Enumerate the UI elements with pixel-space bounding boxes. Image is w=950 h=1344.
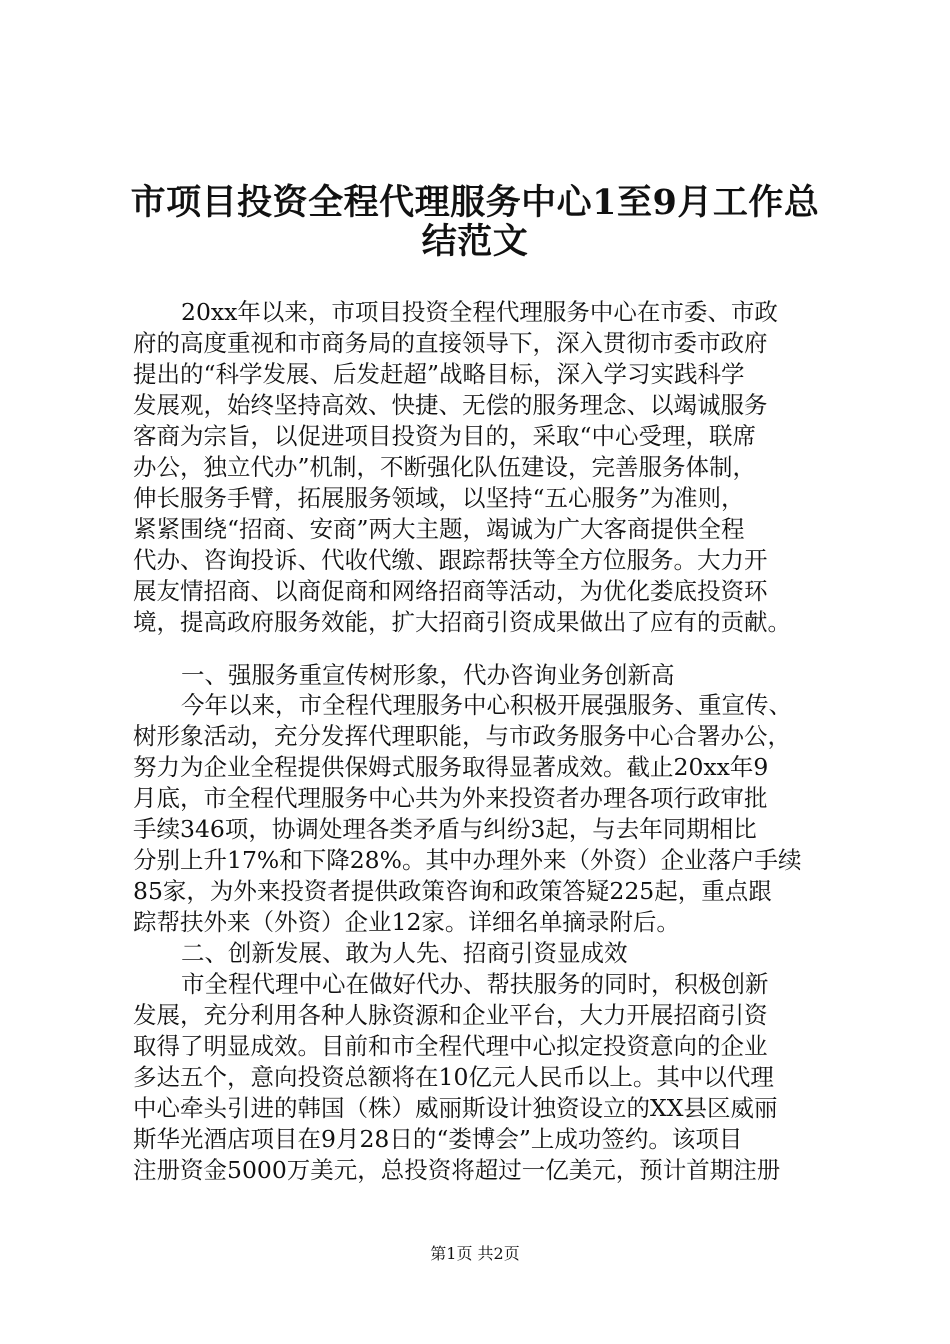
text-line: 发展观，始终坚持高效、快捷、无偿的服务理念、以竭诚服务 — [133, 391, 768, 419]
document-title-line-2: 结范文 — [421, 221, 529, 262]
text-line: 注册资金5000万美元，总投资将超过一亿美元，预计首期注册 — [133, 1156, 781, 1184]
text-line: 中心牵头引进的韩国（株）威丽斯设计独资设立的XX县区威丽 — [133, 1094, 778, 1122]
heading-text: 二、创新发展、敢为人先、招商引资显成效 — [181, 939, 628, 967]
text-line: 提出的“科学发展、后发赶超”战略目标，深入学习实践科学 — [133, 360, 745, 388]
text-line: 树形象活动，充分发挥代理职能，与市政务服务中心合署办公， — [133, 722, 791, 750]
section-heading-2 — [133, 938, 841, 969]
text-line: 踪帮扶外来（外资）企业12家。详细名单摘录附后。 — [133, 908, 680, 936]
text-line: 手续346项，协调处理各类矛盾与纠纷3起，与去年同期相比 — [133, 815, 757, 843]
text-line: 展友情招商、以商促商和网络招商等活动，为优化娄底投资环 — [133, 577, 768, 605]
text-line: 斯华光酒店项目在9月28日的“娄博会”上成功签约。该项目 — [133, 1125, 743, 1153]
text-line: 客商为宗旨，以促进项目投资为目的，采取“中心受理，联席 — [133, 422, 757, 450]
text-line: 85家，为外来投资者提供政策咨询和政策答疑225起，重点跟 — [133, 877, 772, 905]
text-line: 发展，充分利用各种人脉资源和企业平台，大力开展招商引资 — [133, 1001, 768, 1029]
text-line: 分别上升17%和下降28%。其中办理外来（外资）企业落户手续 — [133, 846, 802, 874]
text-line: 境，提高政府服务效能，扩大招商引资成果做出了应有的贡献。 — [133, 608, 791, 636]
text-line: 市全程代理中心在做好代办、帮扶服务的同时，积极创新 — [181, 970, 769, 998]
text-line: 府的高度重视和市商务局的直接领导下，深入贯彻市委市政府 — [133, 329, 768, 357]
text-line: 取得了明显成效。目前和市全程代理中心拟定投资意向的企业 — [133, 1032, 768, 1060]
text-line: 今年以来，市全程代理服务中心积极开展强服务、重宣传、 — [181, 691, 792, 719]
section-2-paragraph — [133, 969, 841, 1186]
text-line: 20xx年以来，市项目投资全程代理服务中心在市委、市政 — [181, 298, 778, 326]
text-line: 多达五个，意向投资总额将在10亿元人民币以上。其中以代理 — [133, 1063, 774, 1091]
text-line: 努力为企业全程提供保姆式服务取得显著成效。截止20xx年9 — [133, 753, 769, 781]
text-line: 月底，市全程代理服务中心共为外来投资者办理各项行政审批 — [133, 784, 768, 812]
text-line: 办公，独立代办”机制，不断强化队伍建设，完善服务体制， — [133, 453, 757, 481]
document-title-line-1: 市项目投资全程代理服务中心1至9月工作总 — [130, 182, 820, 223]
heading-text: 一、强服务重宣传树形象，代办咨询业务创新高 — [181, 661, 675, 689]
page-footer: 第1页 共2页 — [430, 1244, 520, 1263]
text-line: 紧紧围绕“招商、安商”两大主题，竭诚为广大客商提供全程 — [133, 515, 745, 543]
section-heading-1 — [133, 660, 841, 691]
text-line: 代办、咨询投诉、代收代缴、跟踪帮扶等全方位服务。大力开 — [133, 546, 768, 574]
section-1-paragraph — [133, 690, 841, 938]
text-line: 伸长服务手臂，拓展服务领域，以坚持“五心服务”为准则， — [133, 484, 745, 512]
intro-paragraph — [133, 297, 841, 638]
